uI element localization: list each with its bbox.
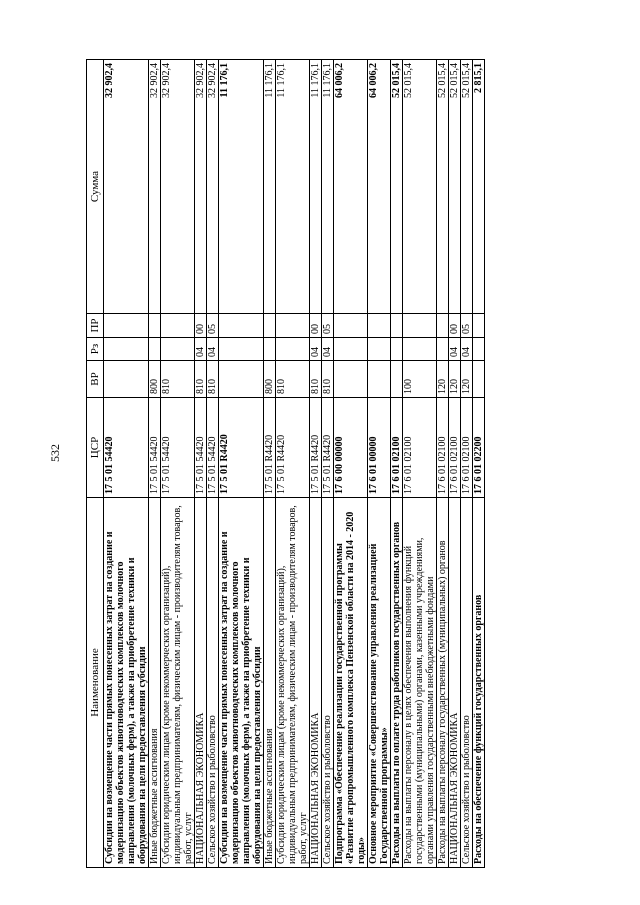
cell-csr: 17 5 01 54420 bbox=[149, 398, 161, 498]
table-body bbox=[104, 60, 485, 868]
cell-pr bbox=[276, 314, 310, 338]
cell-csr: 17 5 01 54420 bbox=[195, 398, 207, 498]
cell-vr bbox=[334, 361, 368, 398]
cell-rz: 04 bbox=[322, 338, 334, 361]
table-row bbox=[368, 60, 391, 868]
table-row bbox=[391, 60, 403, 868]
budget-table bbox=[86, 59, 485, 868]
cell-vr: 120 bbox=[437, 361, 449, 398]
cell-csr: 17 6 01 02100 bbox=[403, 398, 437, 498]
cell-name: Субсидии юридическим лицам (кроме некоммерческих организаций), индивидуальным предпринимателям, физическим лицам - производителям товаров, работ, услуг bbox=[161, 498, 195, 868]
cell-pr bbox=[437, 314, 449, 338]
cell-sum: 11 176,1 bbox=[310, 60, 322, 314]
cell-rz: 04 bbox=[195, 338, 207, 361]
cell-vr bbox=[473, 361, 485, 398]
cell-name: Иные бюджетные ассигнования bbox=[264, 498, 276, 868]
cell-csr: 17 6 01 00000 bbox=[368, 398, 391, 498]
cell-pr: 00 bbox=[195, 314, 207, 338]
cell-name: Иные бюджетные ассигнования bbox=[149, 498, 161, 868]
cell-sum: 11 176,1 bbox=[322, 60, 334, 314]
cell-rz bbox=[104, 338, 149, 361]
cell-rz bbox=[264, 338, 276, 361]
cell-pr bbox=[403, 314, 437, 338]
table-row bbox=[437, 60, 449, 868]
cell-vr: 120 bbox=[449, 361, 461, 398]
cell-csr: 17 5 01 R4420 bbox=[219, 398, 264, 498]
cell-pr bbox=[368, 314, 391, 338]
cell-rz bbox=[276, 338, 310, 361]
cell-rz bbox=[473, 338, 485, 361]
cell-vr: 810 bbox=[161, 361, 195, 398]
cell-rz: 04 bbox=[310, 338, 322, 361]
cell-name: Субсидии юридическим лицам (кроме некоммерческих организаций), индивидуальным предпринимателям, физическим лицам - производителям товаров, работ, услуг bbox=[276, 498, 310, 868]
cell-sum: 32 902,4 bbox=[104, 60, 149, 314]
cell-name: Сельское хозяйство и рыболовство bbox=[322, 498, 334, 868]
cell-name: Подпрограмма «Обеспечение реализации государственной программы «Развитие агропромышленного комплекса Пензенской области на 2014 - 2020 годы» bbox=[334, 498, 368, 868]
cell-sum: 52 015,4 bbox=[437, 60, 449, 314]
table-row bbox=[104, 60, 149, 868]
cell-pr bbox=[391, 314, 403, 338]
page-number: 532 bbox=[48, 444, 62, 462]
table-row bbox=[403, 60, 437, 868]
cell-sum: 32 902,4 bbox=[207, 60, 219, 314]
cell-csr: 17 5 01 R4420 bbox=[264, 398, 276, 498]
table-row bbox=[334, 60, 368, 868]
table-row bbox=[310, 60, 322, 868]
cell-name: НАЦИОНАЛЬНАЯ ЭКОНОМИКА bbox=[449, 498, 461, 868]
table-row bbox=[322, 60, 334, 868]
cell-sum: 11 176,1 bbox=[276, 60, 310, 314]
cell-csr: 17 6 01 02100 bbox=[437, 398, 449, 498]
cell-rz bbox=[437, 338, 449, 361]
cell-name: Субсидии на возмещение части прямых понесенных затрат на создание и модернизацию объектов животноводческих комплексов молочного направления (молочных ферм), а также на приобретение техники и оборудования на цели предоставления субсидии bbox=[104, 498, 149, 868]
table-row bbox=[195, 60, 207, 868]
cell-pr bbox=[104, 314, 149, 338]
cell-rz: 04 bbox=[207, 338, 219, 361]
header-pr: ПР bbox=[87, 314, 104, 338]
cell-vr bbox=[391, 361, 403, 398]
cell-pr bbox=[219, 314, 264, 338]
cell-rz bbox=[403, 338, 437, 361]
cell-sum: 52 015,4 bbox=[461, 60, 473, 314]
cell-sum: 11 176,1 bbox=[219, 60, 264, 314]
cell-pr: 00 bbox=[449, 314, 461, 338]
cell-sum: 52 015,4 bbox=[403, 60, 437, 314]
cell-pr: 05 bbox=[322, 314, 334, 338]
cell-rz bbox=[334, 338, 368, 361]
cell-name: Основное мероприятие «Совершенствование управления реализацией Государственной программы» bbox=[368, 498, 391, 868]
cell-csr: 17 5 01 R4420 bbox=[276, 398, 310, 498]
cell-pr: 05 bbox=[207, 314, 219, 338]
table-row bbox=[219, 60, 264, 868]
cell-vr: 810 bbox=[195, 361, 207, 398]
table-row bbox=[449, 60, 461, 868]
header-name: Наименование bbox=[87, 498, 104, 868]
cell-name: Субсидии на возмещение части прямых понесенных затрат на создание и модернизацию объектов животноводческих комплексов молочного направления (молочных ферм), а также на приобретение техники и оборудования на цели предоставления субсидии bbox=[219, 498, 264, 868]
cell-csr: 17 6 01 02100 bbox=[461, 398, 473, 498]
cell-rz bbox=[149, 338, 161, 361]
cell-name: НАЦИОНАЛЬНАЯ ЭКОНОМИКА bbox=[195, 498, 207, 868]
cell-vr: 810 bbox=[310, 361, 322, 398]
cell-pr bbox=[264, 314, 276, 338]
cell-sum: 64 006,2 bbox=[368, 60, 391, 314]
cell-pr bbox=[161, 314, 195, 338]
cell-sum: 52 015,4 bbox=[391, 60, 403, 314]
cell-csr: 17 5 01 R4420 bbox=[322, 398, 334, 498]
cell-pr bbox=[149, 314, 161, 338]
header-rz: Рз bbox=[87, 338, 104, 361]
cell-rz: 04 bbox=[449, 338, 461, 361]
cell-vr: 120 bbox=[461, 361, 473, 398]
header-vr: ВР bbox=[87, 361, 104, 398]
cell-csr: 17 6 00 00000 bbox=[334, 398, 368, 498]
rotated-page-content bbox=[86, 60, 548, 868]
table-row bbox=[461, 60, 473, 868]
cell-vr: 800 bbox=[264, 361, 276, 398]
cell-vr: 800 bbox=[149, 361, 161, 398]
table-row bbox=[149, 60, 161, 868]
cell-csr: 17 6 01 02100 bbox=[391, 398, 403, 498]
cell-name: Расходы на выплаты персоналу государственных (муниципальных) органов bbox=[437, 498, 449, 868]
cell-name: Сельское хозяйство и рыболовство bbox=[461, 498, 473, 868]
cell-sum: 32 902,4 bbox=[195, 60, 207, 314]
header-csr: ЦСР bbox=[87, 398, 104, 498]
cell-csr: 17 5 01 54420 bbox=[207, 398, 219, 498]
cell-vr bbox=[368, 361, 391, 398]
cell-csr: 17 5 01 R4420 bbox=[310, 398, 322, 498]
cell-pr bbox=[334, 314, 368, 338]
cell-vr: 810 bbox=[322, 361, 334, 398]
cell-name: Расходы на выплаты по оплате труда работников государственных органов bbox=[391, 498, 403, 868]
cell-sum: 2 815,1 bbox=[473, 60, 485, 314]
cell-sum: 11 176,1 bbox=[264, 60, 276, 314]
cell-vr bbox=[104, 361, 149, 398]
cell-vr bbox=[219, 361, 264, 398]
cell-pr bbox=[473, 314, 485, 338]
cell-csr: 17 5 01 54420 bbox=[104, 398, 149, 498]
cell-name: Сельское хозяйство и рыболовство bbox=[207, 498, 219, 868]
cell-vr: 810 bbox=[276, 361, 310, 398]
cell-pr: 00 bbox=[310, 314, 322, 338]
header-sum: Сумма bbox=[87, 60, 104, 314]
cell-sum: 52 015,4 bbox=[449, 60, 461, 314]
cell-vr: 100 bbox=[403, 361, 437, 398]
table-row bbox=[207, 60, 219, 868]
cell-name: НАЦИОНАЛЬНАЯ ЭКОНОМИКА bbox=[310, 498, 322, 868]
cell-rz: 04 bbox=[461, 338, 473, 361]
table-header-row bbox=[87, 60, 104, 868]
cell-rz bbox=[161, 338, 195, 361]
table-row bbox=[264, 60, 276, 868]
cell-sum: 32 902,4 bbox=[149, 60, 161, 314]
cell-vr: 810 bbox=[207, 361, 219, 398]
cell-pr: 05 bbox=[461, 314, 473, 338]
cell-csr: 17 5 01 54420 bbox=[161, 398, 195, 498]
cell-sum: 32 902,4 bbox=[161, 60, 195, 314]
table-row bbox=[473, 60, 485, 868]
table-row bbox=[276, 60, 310, 868]
cell-name: Расходы на обеспечение функций государственных органов bbox=[473, 498, 485, 868]
cell-rz bbox=[368, 338, 391, 361]
cell-sum: 64 006,2 bbox=[334, 60, 368, 314]
cell-rz bbox=[219, 338, 264, 361]
table-row bbox=[161, 60, 195, 868]
cell-rz bbox=[391, 338, 403, 361]
cell-csr: 17 6 01 02100 bbox=[449, 398, 461, 498]
cell-csr: 17 6 01 02200 bbox=[473, 398, 485, 498]
cell-name: Расходы на выплаты персоналу в целях обеспечения выполнения функций государственными (муниципальными) органами, казенными учреждениями, органами управления государственными внебюджетными фондами bbox=[403, 498, 437, 868]
